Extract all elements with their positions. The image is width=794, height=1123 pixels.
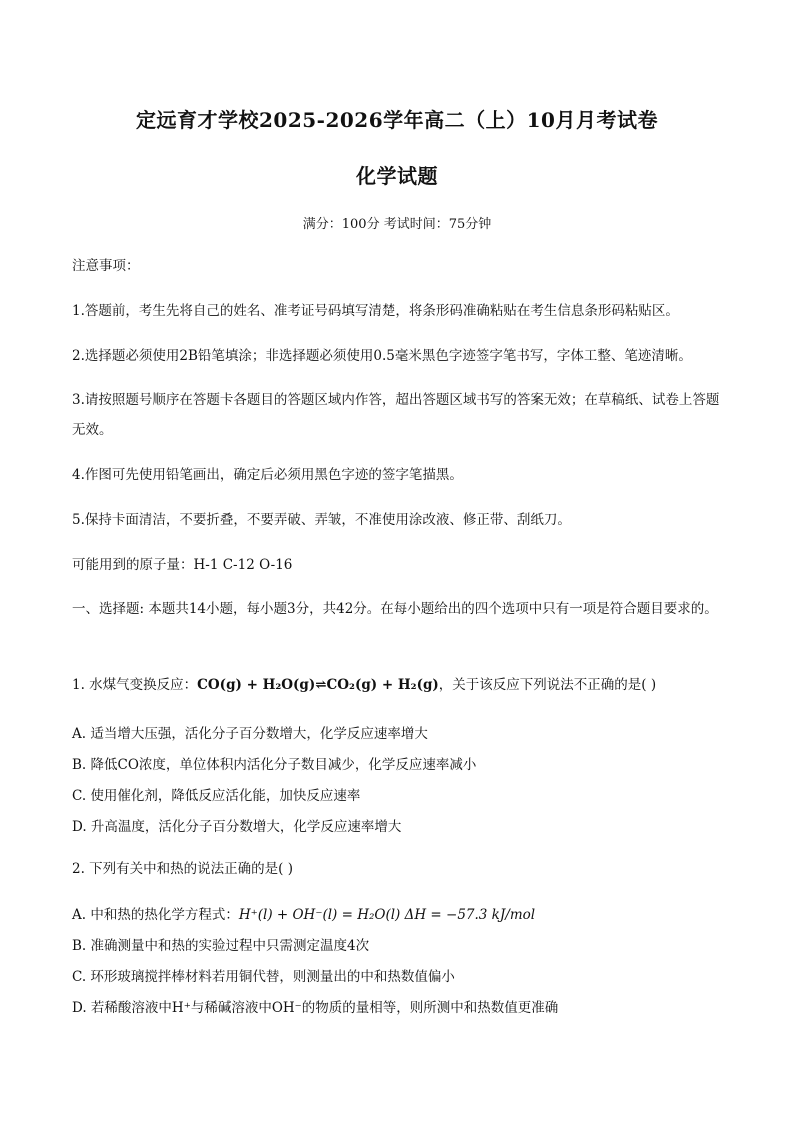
question-2-stem: 2. 下列有关中和热的说法正确的是( ) bbox=[72, 861, 293, 877]
question-2-option-a-equation: H⁺(l) + OH⁻(l) = H₂O(l) ΔH = −57.3 kJ/mol bbox=[238, 907, 536, 923]
notice-item-4: 4.作图可先使用铅笔画出，确定后必须用黑色字迹的签字笔描黑。 bbox=[72, 467, 463, 483]
question-1-option-b: B. 降低CO浓度，单位体积内活化分子数目减少，化学反应速率减小 bbox=[72, 757, 477, 773]
exam-meta: 满分：100分 考试时间：75分钟 bbox=[302, 217, 492, 232]
page-subtitle: 化学试题 bbox=[356, 164, 438, 188]
section-intro: 一、选择题: 本题共14小题，每小题3分，共42分。在每小题给出的四个选项中只有一项是符合题目要求的。 bbox=[72, 601, 718, 617]
question-1-option-d: D. 升高温度，活化分子百分数增大，化学反应速率增大 bbox=[72, 819, 402, 835]
question-1-stem bbox=[72, 672, 732, 698]
notice-item-5: 5.保持卡面清洁，不要折叠，不要弄破、弄皱，不准使用涂改液、修正带、刮纸刀。 bbox=[72, 512, 571, 528]
notice-item-2: 2.选择题必须使用2B铅笔填涂；非选择题必须使用0.5毫米黑色字迹签字笔书写，字体工整、笔迹清晰。 bbox=[72, 348, 692, 364]
question-1-prefix: 1. 水煤气变换反应： bbox=[72, 677, 198, 693]
question-2-option-c: C. 环形玻璃搅拌棒材料若用铜代替，则测量出的中和热数值偏小 bbox=[72, 969, 455, 985]
question-2-option-a bbox=[72, 903, 732, 923]
notice-item-1: 1.答题前，考生先将自己的姓名、准考证号码填写清楚，将条形码准确粘贴在考生信息条形码粘贴区。 bbox=[72, 303, 679, 319]
question-1-option-c: C. 使用催化剂，降低反应活化能，加快反应速率 bbox=[72, 788, 361, 804]
notice-item-3: 3.请按照题号顺序在答题卡各题目的答题区域内作答，超出答题区域书写的答案无效；在草稿纸、试卷上答题无效。 bbox=[72, 392, 720, 438]
question-2-option-d: D. 若稀酸溶液中H⁺与稀碱溶液中OH⁻的物质的量相等，则所测中和热数值更准确 bbox=[72, 1000, 559, 1016]
notice-heading: 注意事项： bbox=[72, 258, 140, 274]
question-1-equation: CO(g) + H₂O(g)⇌CO₂(g) + H₂(g) bbox=[197, 677, 439, 693]
question-2-option-b: B. 准确测量中和热的实验过程中只需测定温度4次 bbox=[72, 938, 370, 954]
page-title: 定远育才学校2025-2026学年高二（上）10月月考试卷 bbox=[136, 108, 658, 132]
atomic-mass-line: 可能用到的原子量：H-1 C-12 O-16 bbox=[72, 557, 293, 573]
question-1-option-a: A. 适当增大压强，活化分子百分数增大，化学反应速率增大 bbox=[72, 726, 428, 742]
question-2-option-a-prefix: A. 中和热的热化学方程式： bbox=[72, 907, 239, 923]
question-1-suffix: ，关于该反应下列说法不正确的是( ) bbox=[438, 677, 657, 693]
